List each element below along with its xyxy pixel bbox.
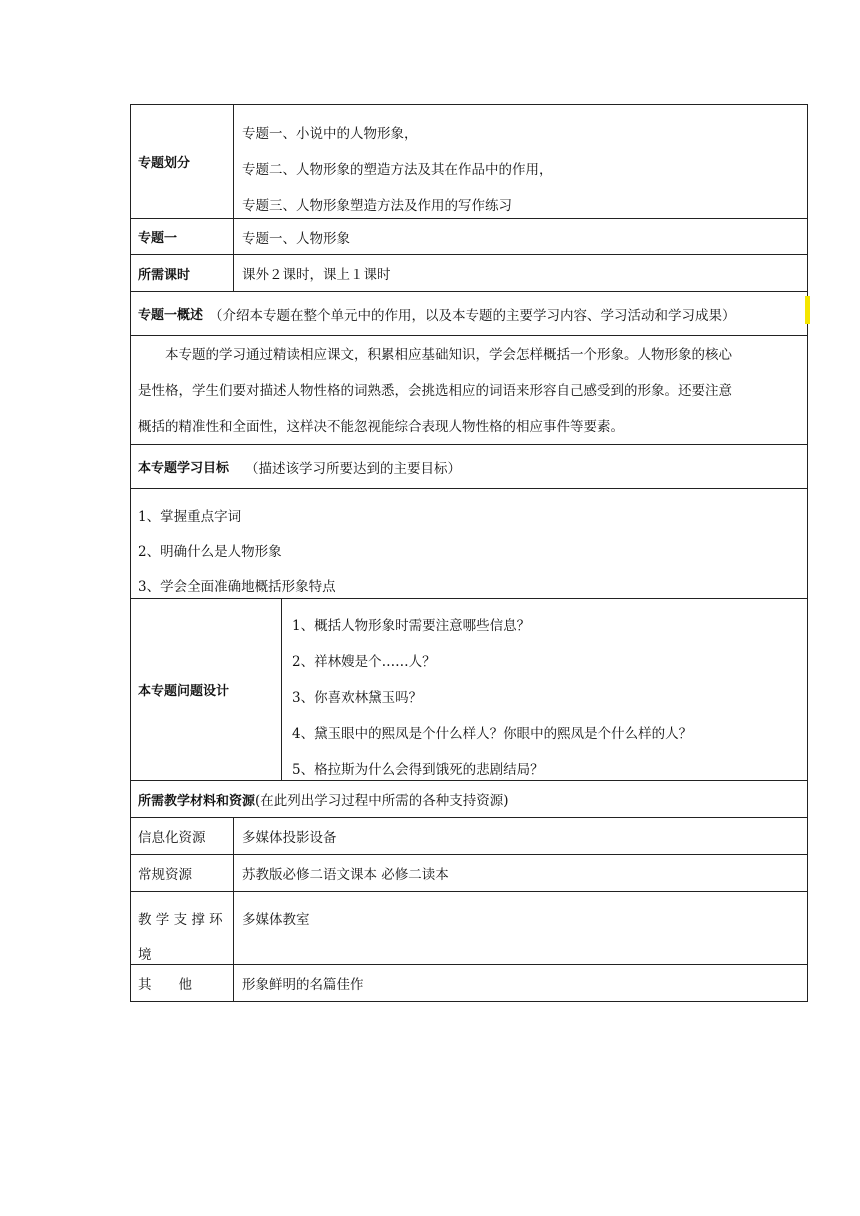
material-value: 多媒体教室 <box>242 912 310 928</box>
material-value: 形象鲜明的名篇佳作 <box>242 977 364 993</box>
overview-note: （介绍本专题在整个单元中的作用，以及本专题的主要学习内容、学习活动和学习成果） <box>209 307 736 324</box>
highlight-marker <box>805 296 810 324</box>
material-row <box>131 892 808 965</box>
overview-label: 专题一概述 <box>138 308 204 323</box>
question-item: 2、祥林嫂是个……人？ <box>292 654 436 670</box>
topic-one-label: 专题一 <box>131 219 234 254</box>
material-row <box>131 818 808 855</box>
material-row <box>131 965 808 1002</box>
goal-item: 1、掌握重点字词 <box>138 509 242 525</box>
material-label <box>131 892 234 964</box>
topic-one-row <box>131 219 808 255</box>
lesson-plan-table <box>130 104 808 1002</box>
division-item: 专题二、人物形象的塑造方法及其在作品中的作用， <box>242 162 553 178</box>
question-item: 1、概括人物形象时需要注意哪些信息？ <box>292 618 531 634</box>
material-label: 其 他 <box>131 965 234 1001</box>
hours-row <box>131 255 808 292</box>
goals-header-row <box>131 445 808 489</box>
materials-label: 所需教学材料和资源 <box>138 793 256 809</box>
overview-body-row <box>131 336 808 445</box>
questions-label: 本专题问题设计 <box>131 599 282 780</box>
material-value: 多媒体投影设备 <box>242 830 337 846</box>
goals-body-row <box>131 489 808 599</box>
goals-header <box>131 445 807 488</box>
materials-note: (在此列出学习过程中所需的各种支持资源) <box>255 793 509 809</box>
division-label: 专题划分 <box>131 105 234 218</box>
overview-line: 本专题的学习通过精读相应课文，积累相应基础知识，学会怎样概括一个形象。人物形象的核心 <box>165 347 732 363</box>
goal-item: 3、学会全面准确地概括形象特点 <box>138 579 336 595</box>
material-value: 苏教版必修二语文课本 必修二读本 <box>242 867 449 883</box>
goals-note: （描述该学习所要达到的主要目标） <box>245 460 462 477</box>
overview-line: 是性格，学生们要对描述人物性格的词熟悉，会挑选相应的词语来形容自己感受到的形象。还要注意 <box>138 383 732 399</box>
material-row <box>131 855 808 892</box>
material-label: 信息化资源 <box>131 818 234 854</box>
material-label-line: 境 <box>138 947 152 963</box>
overview-paragraph <box>138 337 801 445</box>
question-item: 4、黛玉眼中的熙凤是个什么样人？你眼中的熙凤是个什么样的人？ <box>292 726 693 742</box>
overview-line: 概括的精准性和全面性，这样决不能忽视能综合表现人物性格的相应事件等要素。 <box>138 419 624 435</box>
hours-value: 课外２课时，课上１课时 <box>242 267 391 283</box>
material-label: 常规资源 <box>131 855 234 891</box>
questions-row <box>131 599 808 781</box>
division-row <box>131 105 808 219</box>
topic-one-value: 专题一、人物形象 <box>242 230 350 247</box>
division-item: 专题三、人物形象塑造方法及作用的写作练习 <box>242 198 512 214</box>
material-label-line: 教 学 支 撑 环 <box>138 912 223 928</box>
division-content <box>234 105 807 218</box>
materials-header-row <box>131 781 808 818</box>
questions-list <box>282 599 807 780</box>
material-value-cell <box>234 892 807 964</box>
question-item: 3、你喜欢林黛玉吗？ <box>292 690 423 706</box>
division-item: 专题一、小说中的人物形象， <box>242 126 418 142</box>
overview-header <box>131 292 807 335</box>
hours-label: 所需课时 <box>131 255 234 291</box>
goal-item: 2、明确什么是人物形象 <box>138 544 282 560</box>
materials-header <box>131 781 807 817</box>
question-item: 5、格拉斯为什么会得到饿死的悲剧结局？ <box>292 762 544 778</box>
goals-label: 本专题学习目标 <box>138 461 230 476</box>
overview-header-row <box>131 292 808 336</box>
